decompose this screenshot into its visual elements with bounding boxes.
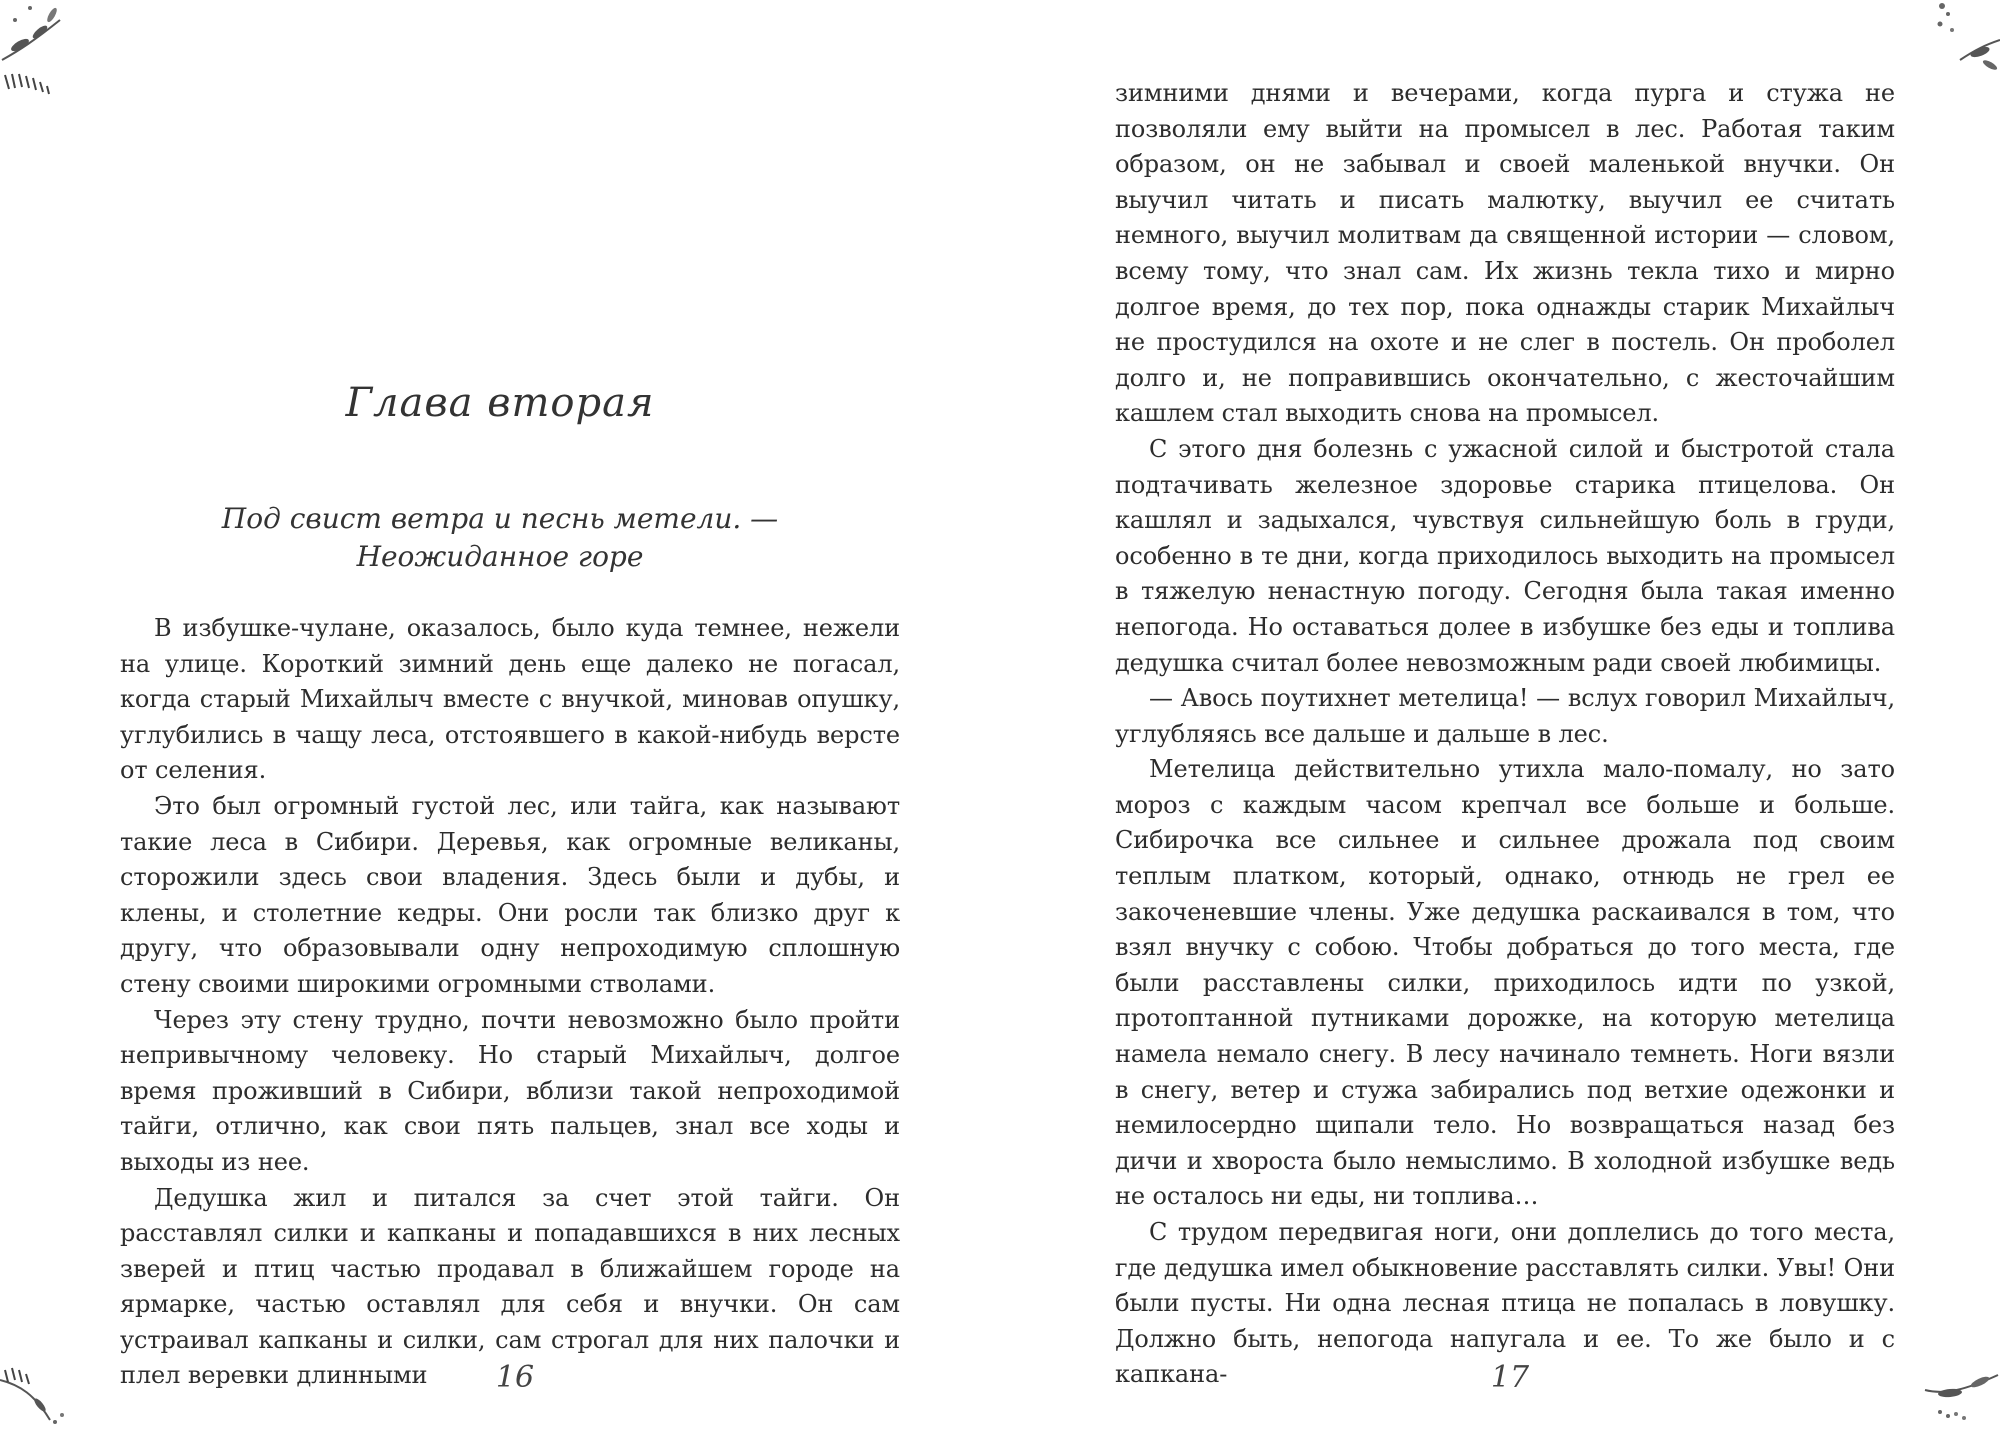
paragraph: С этого дня болезнь с ужасной силой и быстротой стала подтачивать железное здоровье старика птицелова. Он кашлял и задыхался, чувствуя сильнейшую боль в груди, особенно в те дни, когда приходилось выходить на промысел в тяжелую ненастную погоду. Сегодня была такая именно непогода. Но оставаться долее в избушке без еды и топлива дедушка считал более невозможным ради своей любимицы. [1115,434,1895,677]
page-number: 16 [495,1360,535,1395]
paragraph: В избушке-чулане, оказалось, было куда темнее, нежели на улице. Короткий зимний день еще далеко не погасал, когда старый Михайлыч вместе с внучкой, миновав опушку, углубились в чащу леса, отстоявшего в какой-нибудь версте от селения. [120,614,900,785]
chapter-title: Глава вторая [345,380,655,426]
body-text [1115,76,1895,1393]
chapter-subtitle [0,500,1000,576]
right-page [1000,0,2000,1430]
paragraph: С трудом передвигая ноги, они доплелись до того места, где дедушка имел обыкновение расставлять силки. Увы! Они были пусты. Ни одна лесная птица не попалась в ловушку. Должно быть, непогода напугала и ее. То же было и с капкана- [1115,1218,1895,1389]
paragraph: Метелица действительно утихла мало-помалу, но зато мороз с каждым часом крепчал все больше и больше. Сибирочка все сильнее и сильнее дрожала под своим теплым платком, который, однако, отнюдь не грел ее закоченевшие члены. Уже дедушка раскаивался в том, что взял внучку с собою. Чтобы добраться до того места, где были расставлены силки, приходилось идти по узкой, протоптанной путниками дорожке, на которую метелица намела немало снегу. В лесу начинало темнеть. Ноги вязли в снегу, ветер и стужа забирались под ветхие одежонки и немилосердно щипали тело. Но возвращаться назад без дичи и хвороста было немыслимо. В холодной избушке ведь не осталось ни еды, ни топлива… [1115,755,1895,1211]
paragraph-continuation: зимними днями и вечерами, когда пурга и стужа не позволяли ему выйти на промысел в лес. Работая таким образом, он не забывал и своей маленькой внучки. Он выучил читать и писать малютку, выучил ее считать немного, выучил молитвам да священной истории — словом, всему тому, что знал сам. Их жизнь текла тихо и мирно долгое время, до тех пор, пока однажды старик Михайлыч не простудился на охоте и не слег в постель. Он проболел долго и, не поправившись окончательно, с жесточайшим кашлем стал выходить снова на промысел. [1115,79,1895,428]
paragraph: Дедушка жил и питался за счет этой тайги. Он расставлял силки и капканы и попадавшихся в них лесных зверей и птиц частью продавал в ближайшем городе на ярмарке, частью оставлял для себя и внучки. Он сам устраивал капканы и силки, сам строгал для них палочки и плел веревки длинными [120,1183,900,1390]
page-number: 17 [1490,1360,1530,1395]
chapter-subtitle-line: Неожиданное горе [356,540,644,573]
body-text [120,611,900,1394]
paragraph: Это был огромный густой лес, или тайга, как называют такие леса в Сибири. Деревья, как огромные великаны, сторожили здесь свои владения. Здесь были и дубы, и клены, и столетние кедры. Они росли так близко друг к другу, что образовывали одну непроходимую сплошную стену своими широкими огромными стволами. [120,791,900,998]
paragraph: — Авось поутихнет метелица! — вслух говорил Михайлыч, углубляясь все дальше и дальше в лес. [1115,684,1895,748]
chapter-subtitle-line: Под свист ветра и песнь метели. — [221,502,779,535]
paragraph: Через эту стену трудно, почти невозможно было пройти непривычному человеку. Но старый Михайлыч, долгое время проживший в Сибири, вблизи такой непроходимой тайги, отлично, как свои пять пальцев, знал все ходы и выходы из нее. [120,1005,900,1176]
